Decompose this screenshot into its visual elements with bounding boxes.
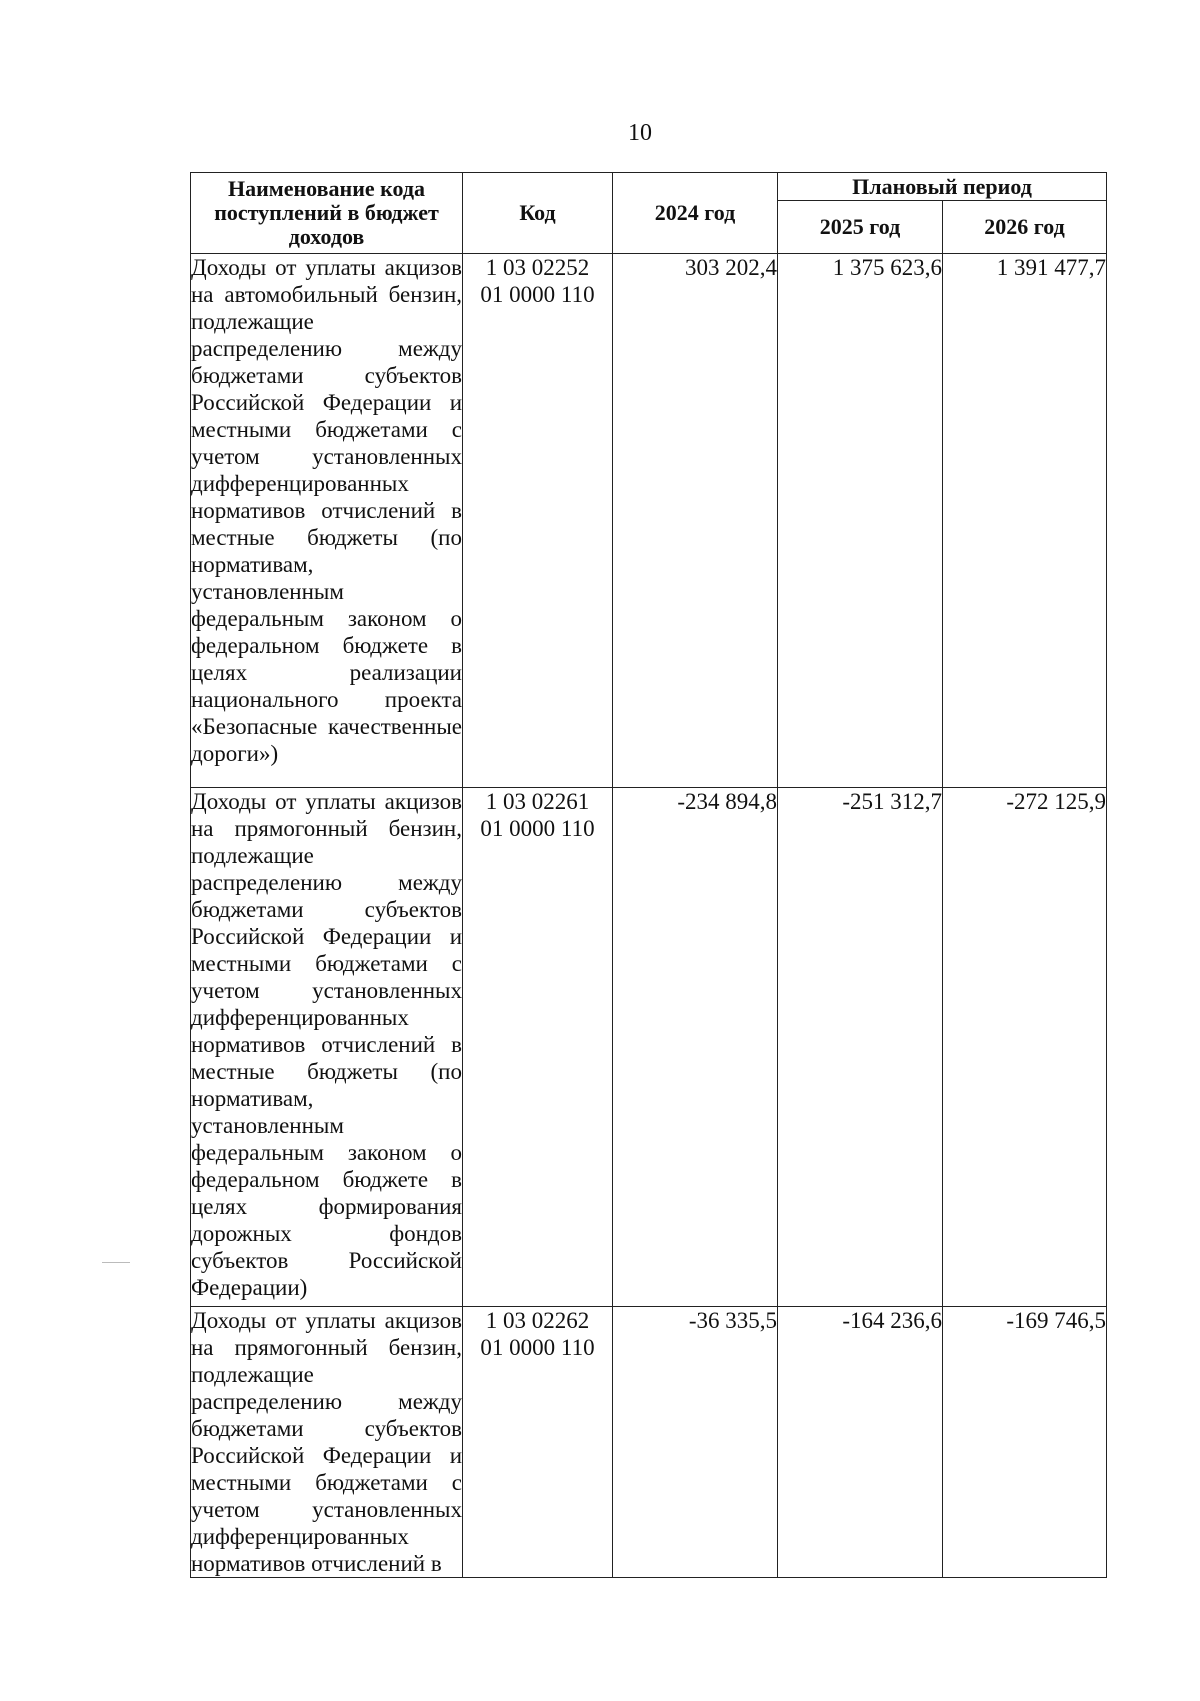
row-value-2024: -234 894,8 [613,788,778,1307]
row-code [463,254,613,788]
row-code-part1: 1 03 02262 [485,1308,590,1333]
header-row [191,173,1107,201]
row-code [463,788,613,1307]
table-row [191,1307,1107,1578]
row-code-part1: 1 03 02261 [485,789,590,814]
row-value-2025: -164 236,6 [778,1307,943,1578]
row-name: Доходы от уплаты акцизов на прямогонный бензин, подлежащие распределению между бюджетами субъектов Российской Федерации и местными бюджетами с учетом установленных дифференцированных нормативов отчислений в местные бюджеты (по нормативам, установленным федеральным законом о федеральном бюджете в целях формирования дорожных фондов субъектов Российской Федерации) [191,788,463,1307]
row-value-2025: -251 312,7 [778,788,943,1307]
row-name: Доходы от уплаты акцизов на прямогонный бензин, подлежащие распределению между бюджетами субъектов Российской Федерации и местными бюджетами с учетом установленных дифференцированных нормативов отчислений в [191,1308,462,1576]
row-code-part1: 1 03 02252 [485,255,590,280]
row-value-2025: 1 375 623,6 [778,254,943,788]
header-2025: 2025 год [778,201,943,254]
table-row [191,254,1107,788]
row-code [463,1307,613,1578]
row-value-2024: -36 335,5 [613,1307,778,1578]
row-value-2026: -272 125,9 [943,788,1107,1307]
header-name: Наименование кода поступлений в бюджет доходов [191,173,463,254]
revenue-table [190,172,1107,1578]
table-row [191,788,1107,1307]
row-value-2024: 303 202,4 [613,254,778,788]
row-value-2026: 1 391 477,7 [943,254,1107,788]
row-code-part2: 01 0000 110 [480,816,595,841]
scan-mark [102,1262,130,1263]
row-value-2026: -169 746,5 [943,1307,1107,1578]
header-2026: 2026 год [943,201,1107,254]
header-code: Код [463,173,613,254]
page-number: 10 [628,120,652,146]
row-code-part2: 01 0000 110 [480,1335,595,1360]
row-code-part2: 01 0000 110 [480,282,595,307]
row-name: Доходы от уплаты акцизов на автомобильный бензин, подлежащие распределению между бюджетами субъектов Российской Федерации и местными бюджетами с учетом установленных дифференцированных нормативов отчислений в местные бюджеты (по нормативам, установленным федеральным законом о федеральном бюджете в целях реализации национального проекта «Безопасные качественные дороги») [191,254,463,788]
header-2024: 2024 год [613,173,778,254]
header-planned-period: Плановый период [778,173,1107,201]
